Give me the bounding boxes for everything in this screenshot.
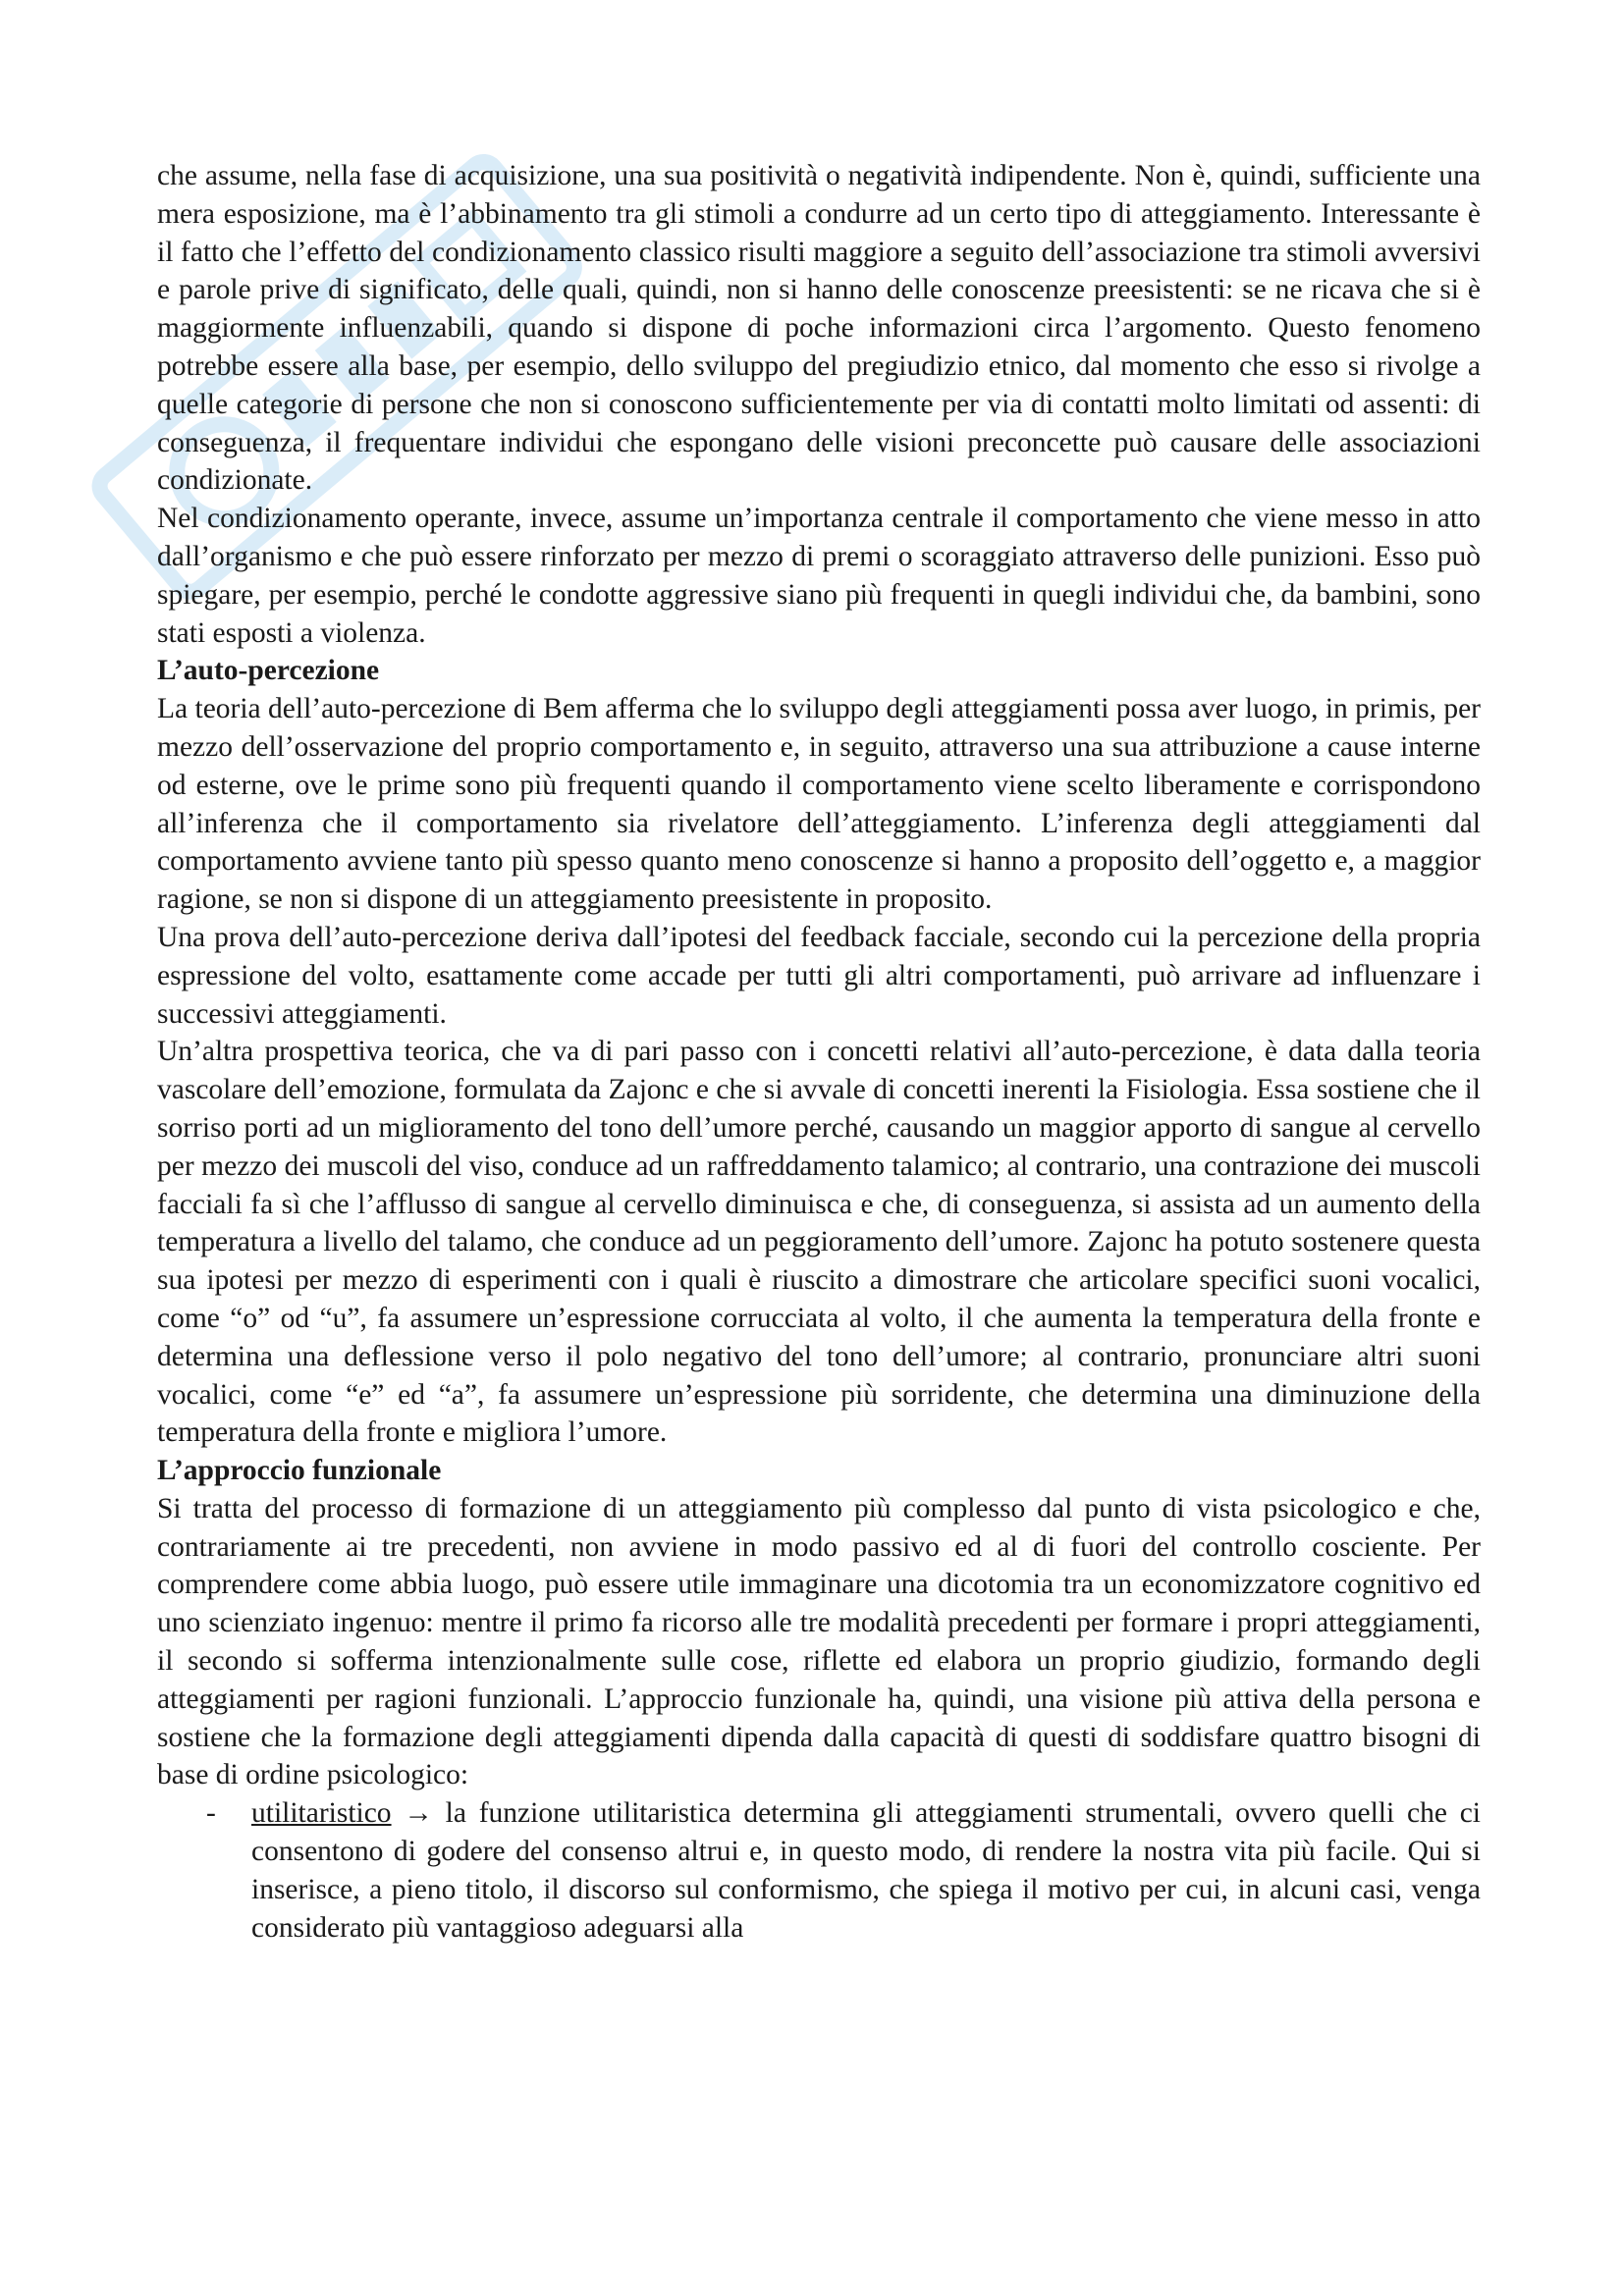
arrow-icon: →: [404, 1797, 433, 1830]
needs-list: [157, 1794, 1481, 1947]
paragraph-5: Un’altra prospettiva teorica, che va di pari passo con i concetti relativi all’auto-percezione, è data dalla teoria vascolare dell’emozione, formulata da Zajonc e che si avvale di concetti inerenti la Fisiologia. Essa sostiene che il sorriso porti ad un miglioramento del tono dell’umore perché, causando un maggior apporto di sangue al cervello per mezzo dei muscoli del viso, conduce ad un raffreddamento talamico; al contrario, una contrazione dei muscoli facciali fa sì che l’afflusso di sangue al cervello diminuisca e che, di conseguenza, si assista ad un aumento della temperatura a livello del talamo, che conduce ad un peggioramento dell’umore. Zajonc ha potuto sostenere questa sua ipotesi per mezzo di esperimenti con i quali è riuscito a dimostrare che articolare specifici suoni vocalici, come “o” od “u”, fa assumere un’espressione corrucciata al volto, il che aumenta la temperatura della fronte e determina una deflessione verso il polo negativo del tono dell’umore; al contrario, pronunciare altri suoni vocalici, come “e” ed “a”, fa assumere un’espressione più sorridente, che determina una diminuzione della temperatura della fronte e migliora l’umore.: [157, 1036, 1481, 1449]
paragraph-6: Si tratta del processo di formazione di un atteggiamento più complesso dal punto di vista psicologico e che, contrariamente ai tre precedenti, non avviene in modo passivo ed al di fuori del controllo cosciente. Per comprendere come abbia luogo, può essere utile immaginare una dicotomia tra un economizzatore cognitivo ed uno scienziato ingenuo: mentre il primo fa ricorso alle tre modalità precedenti per formare i propri atteggiamenti, il secondo si sofferma intenzionalmente sulle cose, riflette ed elabora un proprio giudizio, formando degli atteggiamenti per ragioni funzionali. L’approccio funzionale ha, quindi, una visione più attiva della persona e sostiene che la formazione degli atteggiamenti dipenda dalla capacità di questi di soddisfare quattro bisogni di base di ordine psicologico:: [157, 1492, 1481, 1791]
list-text: la funzione utilitaristica determina gli atteggiamenti strumentali, ovvero quelli che ci consentono di godere del consenso altrui e, in questo modo, di rendere la nostra vita più facile. Qui si inserisce, a pieno titolo, il discorso sul conformismo, che spiega il motivo per cui, in alcuni casi, venga considerato più vantaggioso adeguarsi alla: [251, 1797, 1482, 1944]
paragraph-1: che assume, nella fase di acquisizione, una sua positività o negatività indipendente. Non è, quindi, sufficiente una mera esposizione, ma è l’abbinamento tra gli stimoli a condurre ad un certo tipo di atteggiamento. Interessante è il fatto che l’effetto del condizionamento classico risulti maggiore a seguito dell’associazione tra stimoli avversivi e parole prive di significato, delle quali, quindi, non si hanno delle conoscenze preesistenti: se ne ricava che si è maggiormente influenzabili, quando si dispone di poche informazioni circa l’argomento. Questo fenomeno potrebbe essere alla base, per esempio, dello sviluppo del pregiudizio etnico, dal momento che esso si rivolge a quelle categorie di persone che non si conoscono sufficientemente per via di contatti molto limitati od assenti: di conseguenza, il frequentare individui che espongano delle visioni preconcette può causare delle associazioni condizionate.: [157, 160, 1481, 497]
list-item-utilitaristico: [157, 1794, 1481, 1947]
heading-approccio-funzionale: L’approccio funzionale: [157, 1455, 442, 1487]
list-term: utilitaristico: [251, 1797, 392, 1830]
document-page: [157, 157, 1481, 1947]
paragraph-3: La teoria dell’auto-percezione di Bem afferma che lo sviluppo degli atteggiamenti possa aver luogo, in primis, per mezzo dell’osservazione del proprio comportamento e, in seguito, attraverso una sua attribuzione a cause interne od esterne, ove le prime sono più frequenti quando il comportamento viene scelto liberamente e corrispondono all’inferenza che il comportamento sia rivelatore dell’atteggiamento. L’inferenza degli atteggiamenti dal comportamento avviene tanto più spesso quanto meno conoscenze si hanno a proposito dell’oggetto e, a maggior ragione, se non si dispone di un atteggiamento preesistente in proposito.: [157, 693, 1481, 916]
list-bullet: -: [206, 1797, 216, 1830]
paragraph-2: Nel condizionamento operante, invece, assume un’importanza centrale il comportamento che viene messo in atto dall’organismo e che può essere rinforzato per mezzo di premi o scoraggiato attraverso delle punizioni. Esso può spiegare, per esempio, perché le condotte aggressive siano più frequenti in quegli individui che, da bambini, sono stati esposti a violenza.: [157, 503, 1481, 649]
heading-auto-percezione: L’auto-percezione: [157, 655, 380, 687]
paragraph-4: Una prova dell’auto-percezione deriva dall’ipotesi del feedback facciale, secondo cui la percezione della propria espressione del volto, esattamente come accade per tutti gli altri comportamenti, può arrivare ad influenzare i successivi atteggiamenti.: [157, 921, 1481, 1030]
